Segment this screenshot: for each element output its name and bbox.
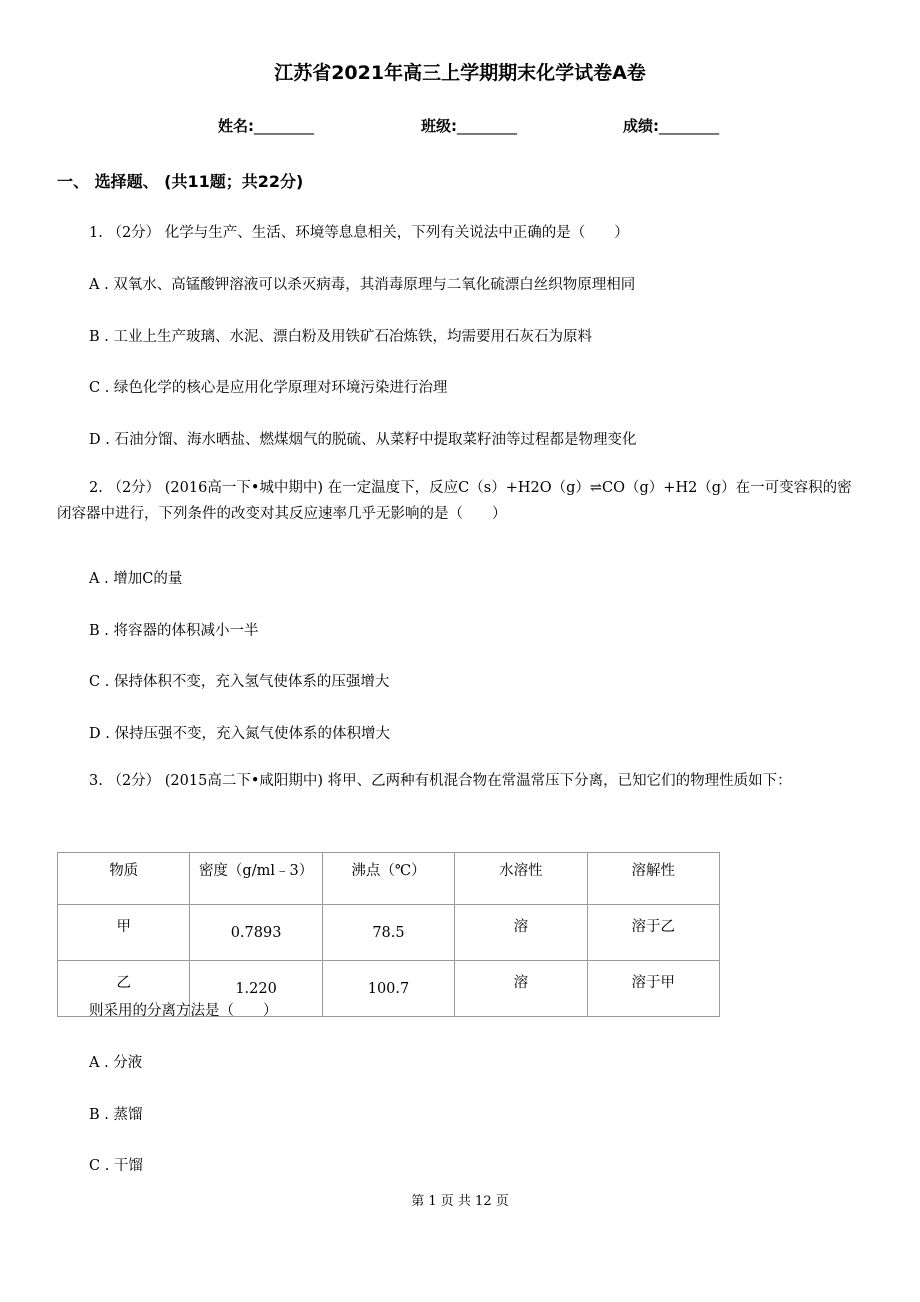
q3-stem (57, 768, 863, 794)
q1-option-b: B . 工业上生产玻璃、水泥、漂白粉及用铁矿石冶炼铁，均需要用石灰石为原料 (89, 329, 592, 345)
q3-stem-text: 3. （2分） (2015高二下•咸阳期中) 将甲、乙两种有机混合物在常温常压下分离，已知它们的物理性质如下： (89, 773, 792, 789)
class-label: 班级: (421, 117, 457, 135)
table-header-row (58, 853, 720, 905)
page-title: 江苏省2021年高三上学期期末化学试卷A卷 (274, 62, 646, 84)
score-label: 成绩: (623, 117, 659, 135)
q1-option-a: A . 双氧水、高锰酸钾溶液可以杀灭病毒，其消毒原理与二氧化硫漂白丝织物原理相同 (89, 277, 636, 293)
table-cell: 溶于乙 (587, 905, 719, 961)
name-label: 姓名: (218, 117, 254, 135)
q2-stem-text: 2. （2分） (2016高一下•城中期中) 在一定温度下，反应C（s）+H2O（g）⇌CO（g）+H2（g）在一可变容积的密闭容器中进行，下列条件的改变对其反应速率几乎无影响的是（ ） (57, 480, 852, 522)
score-field (623, 115, 719, 136)
table-cell: 78.5 (322, 905, 454, 961)
table-header-cell: 密度（g/ml﹣3） (190, 853, 322, 905)
q2-option-b: B . 将容器的体积减小一半 (89, 623, 259, 639)
q2-option-a: A . 增加C的量 (89, 571, 183, 587)
table-header-cell: 水溶性 (455, 853, 587, 905)
table-header-cell: 溶解性 (587, 853, 719, 905)
table-cell: 甲 (58, 905, 190, 961)
q3-follow-up: 则采用的分离方法是（ ） (89, 1003, 278, 1019)
q3-option-c: C . 干馏 (89, 1158, 143, 1174)
q2-stem (57, 475, 863, 527)
q3-option-b: B . 蒸馏 (89, 1107, 143, 1123)
q3-option-a: A . 分液 (89, 1055, 143, 1071)
q2-option-c: C . 保持体积不变，充入氢气使体系的压强增大 (89, 674, 390, 690)
table-cell: 乙 (58, 961, 190, 1017)
section-heading: 一、 选择题、 (共11题；共22分) (57, 172, 304, 191)
table-header-cell: 沸点（℃） (322, 853, 454, 905)
q2-option-d: D . 保持压强不变，充入氮气使体系的体积增大 (89, 726, 390, 742)
class-blank: ________ (457, 117, 517, 135)
table-row (58, 905, 720, 961)
table-header-cell: 物质 (58, 853, 190, 905)
table-cell: 1.220 (190, 961, 322, 1017)
q1-option-c: C . 绿色化学的核心是应用化学原理对环境污染进行治理 (89, 380, 448, 396)
q1-option-d: D . 石油分馏、海水晒盐、燃煤烟气的脱硫、从菜籽中提取菜籽油等过程都是物理变化 (89, 432, 637, 448)
name-blank: ________ (254, 117, 314, 135)
name-field (218, 115, 314, 136)
table-cell: 0.7893 (190, 905, 322, 961)
properties-table (57, 852, 720, 1017)
q1-stem: 1. （2分） 化学与生产、生活、环境等息息相关，下列有关说法中正确的是（ ） (89, 225, 629, 241)
table-cell: 溶 (455, 961, 587, 1017)
table-cell: 100.7 (322, 961, 454, 1017)
class-field (421, 115, 517, 136)
page-footer: 第 1 页 共 12 页 (411, 1194, 509, 1209)
table-cell: 溶 (455, 905, 587, 961)
score-blank: ________ (659, 117, 719, 135)
table-cell: 溶于甲 (587, 961, 719, 1017)
